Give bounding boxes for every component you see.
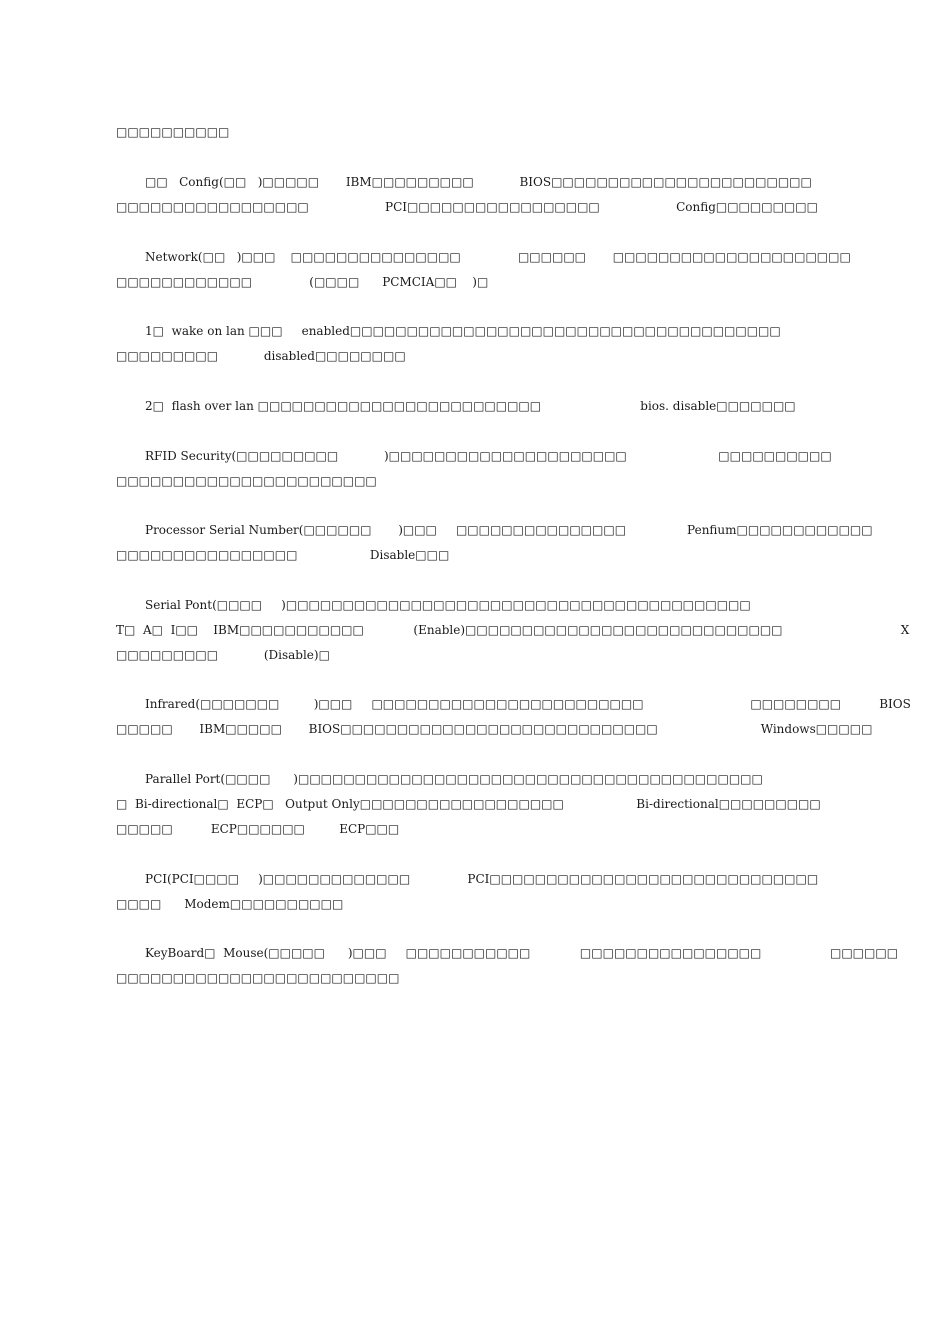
text-line-parallel-1: Parallel Port(□□□□ )□□□□□□□□□□□□□□□□□□□□□□□□□□□□□□□□□□□□□□□□□ [145, 772, 763, 786]
text-line-network-1: Network(□□ )□□□ □□□□□□□□□□□□□□□ □□□□□□ □□□□□□□□□□□□□□□□□□□□□ [145, 250, 851, 264]
text-line-pci-1: PCI(PCI□□□□ )□□□□□□□□□□□□□ PCI□□□□□□□□□□□□□□□□□□□□□□□□□□□□□ [145, 872, 819, 886]
text-line-processor-1: Processor Serial Number(□□□□□□ )□□□ □□□□□□□□□□□□□□□ Penfium□□□□□□□□□□□□ [145, 523, 873, 537]
text-line-flash-over-lan: 2□ flash over lan □□□□□□□□□□□□□□□□□□□□□□□□□ bios. disable□□□□□□□ [145, 399, 796, 413]
text-line-intro: □□□□□□□□□□ [116, 125, 230, 139]
text-line-pci-2: □□□□ Modem□□□□□□□□□□ [116, 897, 344, 911]
text-line-network-2: □□□□□□□□□□□□ (□□□□ PCMCIA□□ )□ [116, 275, 489, 289]
text-line-keyboard-2: □□□□□□□□□□□□□□□□□□□□□□□□□ [116, 971, 400, 985]
text-line-parallel-2: □ Bi-directional□ ECP□ Output Only□□□□□□□□□□□□□□□□□□ Bi-directional□□□□□□□□□ [116, 797, 821, 811]
text-line-keyboard-1: KeyBoard□ Mouse(□□□□□ )□□□ □□□□□□□□□□□ □□□□□□□□□□□□□□□□ □□□□□□ [145, 946, 899, 960]
text-line-parallel-3: □□□□□ ECP□□□□□□ ECP□□□ [116, 822, 400, 836]
text-line-wol-2: □□□□□□□□□ disabled□□□□□□□□ [116, 349, 406, 363]
text-line-config-1: □□ Config(□□ )□□□□□ IBM□□□□□□□□□ BIOS□□□□□□□□□□□□□□□□□□□□□□□ [145, 175, 812, 189]
text-line-processor-2: □□□□□□□□□□□□□□□□ Disable□□□ [116, 548, 450, 562]
text-line-infrared-2: □□□□□ IBM□□□□□ BIOS□□□□□□□□□□□□□□□□□□□□□□□□□□□□ Windows□□□□□ [116, 722, 873, 736]
text-line-serial-3: □□□□□□□□□ (Disable)□ [116, 648, 330, 662]
text-line-rfid-1: RFID Security(□□□□□□□□□ )□□□□□□□□□□□□□□□□□□□□□ □□□□□□□□□□ [145, 449, 832, 463]
text-line-wol-1: 1□ wake on lan □□□ enabled□□□□□□□□□□□□□□□□□□□□□□□□□□□□□□□□□□□□□□ [145, 324, 781, 338]
text-line-serial-1: Serial Pont(□□□□ )□□□□□□□□□□□□□□□□□□□□□□□□□□□□□□□□□□□□□□□□□ [145, 598, 751, 612]
text-line-serial-2: T□ A□ I□□ IBM□□□□□□□□□□□ (Enable)□□□□□□□□□□□□□□□□□□□□□□□□□□□□ X [116, 623, 910, 637]
text-line-config-2: □□□□□□□□□□□□□□□□□ PCI□□□□□□□□□□□□□□□□□ Config□□□□□□□□□ [116, 200, 818, 214]
text-line-infrared-1: Infrared(□□□□□□□ )□□□ □□□□□□□□□□□□□□□□□□□□□□□□ □□□□□□□□ BIOS [145, 697, 911, 711]
text-line-rfid-2: □□□□□□□□□□□□□□□□□□□□□□□ [116, 474, 377, 488]
